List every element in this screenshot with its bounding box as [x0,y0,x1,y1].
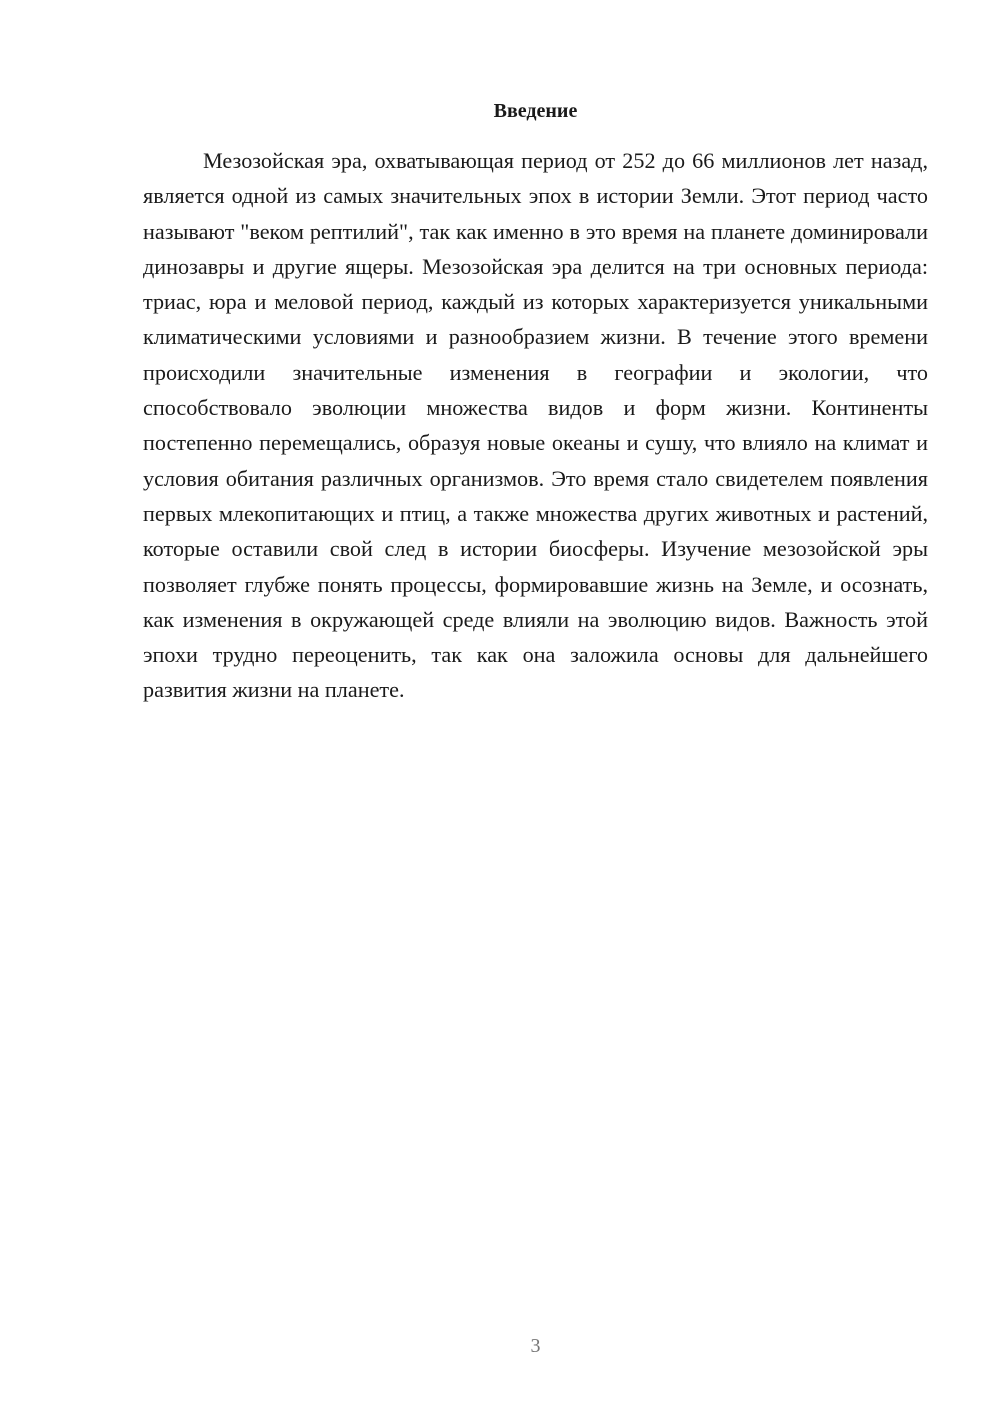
body-paragraph: Мезозойская эра, охватывающая период от 252 до 66 миллионов лет назад, является одной из самых значительных эпох в истории Земли. Этот период часто называют "веком рептилий", так как именно в это время на планете доминировали динозавры и другие ящеры. Мезозойская эра делится на три основных периода: триас, юра и меловой период, каждый из которых характеризуется уникальными климатическими условиями и разнообразием жизни. В течение этого времени происходили значительные изменения в географии и экологии, что способствовало эволюции множества видов и форм жизни. Континенты постепенно перемещались, образуя новые океаны и сушу, что влияло на климат и условия обитания различных организмов. Это время стало свидетелем появления первых млекопитающих и птиц, а также множества других животных и растений, которые оставили свой след в истории биосферы. Изучение мезозойской эры позволяет глубже понять процессы, формировавшие жизнь на Земле, и осознать, как изменения в окружающей среде влияли на эволюцию видов. Важность этой эпохи трудно переоценить, так как она заложила основы для дальнейшего развития жизни на планете. [143,148,928,703]
section-heading: Введение [493,100,578,122]
page-number: 3 [530,1335,541,1357]
